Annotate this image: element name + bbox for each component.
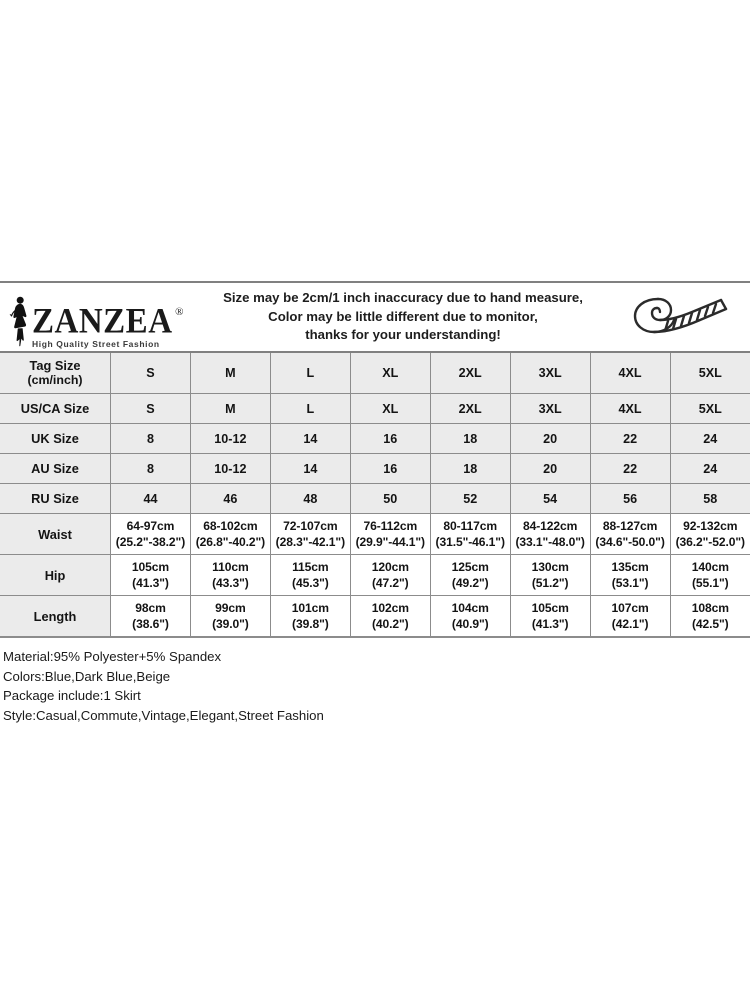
chart-banner bbox=[0, 281, 750, 353]
notice-line-1: Size may be 2cm/1 inch inaccuracy due to hand measure, bbox=[223, 290, 583, 306]
value-inch: (28.3"-42.1") bbox=[275, 535, 345, 549]
value-cm: 115cm bbox=[292, 560, 329, 574]
detail-colors: Colors:Blue,Dark Blue,Beige bbox=[3, 668, 171, 684]
table-row bbox=[0, 514, 750, 555]
value-cm: 120cm bbox=[371, 560, 409, 574]
cell-waist-3xl bbox=[510, 514, 590, 555]
cell-length-m bbox=[190, 596, 270, 638]
table-row bbox=[0, 555, 750, 596]
cell-us-ca-4xl: 4XL bbox=[590, 394, 670, 424]
cell-ru-s: 44 bbox=[111, 484, 191, 514]
cell-hip-4xl bbox=[590, 555, 670, 596]
brand-logo bbox=[8, 285, 184, 349]
value-cm: 102cm bbox=[371, 601, 409, 615]
table-row bbox=[0, 394, 750, 424]
value-cm: 104cm bbox=[451, 601, 489, 615]
cell-us-ca-s: S bbox=[111, 394, 191, 424]
value-inch: (42.1") bbox=[611, 617, 649, 631]
cell-waist-s bbox=[111, 514, 191, 555]
table-row bbox=[0, 424, 750, 454]
value-cm: 98cm bbox=[135, 601, 166, 615]
cell-us-ca-3xl: 3XL bbox=[510, 394, 590, 424]
value-inch: (39.0") bbox=[212, 617, 249, 631]
value-inch: (53.1") bbox=[611, 576, 649, 590]
cell-ru-5xl: 58 bbox=[670, 484, 750, 514]
cell-hip-5xl bbox=[670, 555, 750, 596]
cell-uk-l: 14 bbox=[270, 424, 350, 454]
cell-au-l: 14 bbox=[270, 454, 350, 484]
brand-tagline: High Quality Street Fashion bbox=[32, 339, 160, 349]
cell-length-2xl bbox=[430, 596, 510, 638]
value-inch: (26.8"-40.2") bbox=[195, 535, 266, 549]
value-cm: 105cm bbox=[131, 560, 170, 574]
cell-au-s: 8 bbox=[111, 454, 191, 484]
cell-hip-2xl bbox=[430, 555, 510, 596]
detail-package: Package include:1 Skirt bbox=[3, 688, 141, 703]
value-cm: 107cm bbox=[611, 601, 649, 615]
value-cm: 92-132cm bbox=[683, 519, 738, 533]
value-inch: (40.9") bbox=[451, 617, 489, 631]
cell-length-3xl bbox=[510, 596, 590, 638]
cell-ru-2xl: 52 bbox=[430, 484, 510, 514]
value-inch: (38.6") bbox=[132, 617, 169, 631]
cell-waist-2xl bbox=[430, 514, 510, 555]
value-inch: (40.2") bbox=[371, 617, 409, 631]
value-inch: (55.1") bbox=[691, 576, 729, 590]
value-cm: 130cm bbox=[531, 560, 569, 574]
value-cm: 72-107cm bbox=[283, 519, 338, 533]
value-inch: (36.2"-52.0") bbox=[675, 535, 745, 549]
value-inch: (41.3") bbox=[132, 576, 169, 590]
value-cm: 84-122cm bbox=[522, 519, 578, 533]
cell-uk-s: 8 bbox=[111, 424, 191, 454]
detail-material: Material:95% Polyester+5% Spandex bbox=[3, 649, 222, 664]
value-cm: 88-127cm bbox=[602, 519, 658, 533]
value-cm: 80-117cm bbox=[443, 519, 498, 533]
cell-length-s bbox=[111, 596, 191, 638]
cell-length-4xl bbox=[590, 596, 670, 638]
notice-line-2: Color may be little different due to monitor, bbox=[268, 308, 538, 324]
measuring-tape-icon bbox=[616, 286, 744, 348]
cell-hip-l bbox=[270, 555, 350, 596]
value-inch: (47.2") bbox=[371, 576, 409, 590]
row-label-tag-size bbox=[0, 353, 111, 394]
cell-ru-xl: 50 bbox=[350, 484, 430, 514]
cell-ru-4xl: 56 bbox=[590, 484, 670, 514]
cell-au-5xl: 24 bbox=[670, 454, 750, 484]
cell-length-xl bbox=[350, 596, 430, 638]
cell-waist-m bbox=[190, 514, 270, 555]
value-inch: (34.6"-50.0") bbox=[595, 535, 665, 549]
value-inch: (33.1"-48.0") bbox=[515, 535, 585, 549]
row-label-hip: Hip bbox=[0, 555, 111, 596]
cell-uk-3xl: 20 bbox=[510, 424, 590, 454]
cell-ru-3xl: 54 bbox=[510, 484, 590, 514]
value-cm: 64-97cm bbox=[126, 519, 175, 533]
value-cm: 110cm bbox=[212, 560, 249, 574]
cell-uk-2xl: 18 bbox=[430, 424, 510, 454]
value-cm: 99cm bbox=[215, 601, 246, 615]
cell-au-2xl: 18 bbox=[430, 454, 510, 484]
value-cm: 68-102cm bbox=[203, 519, 258, 533]
cell-hip-m bbox=[190, 555, 270, 596]
brand-wordmark bbox=[32, 302, 184, 349]
row-label-text: Tag Size bbox=[29, 358, 81, 373]
row-label-waist: Waist bbox=[0, 514, 111, 555]
cell-uk-xl: 16 bbox=[350, 424, 430, 454]
cell-us-ca-2xl: 2XL bbox=[430, 394, 510, 424]
cell-uk-5xl: 24 bbox=[670, 424, 750, 454]
cell-tag-size-l: L bbox=[270, 353, 350, 394]
value-inch: (39.8") bbox=[292, 617, 329, 631]
row-label-unit: (cm/inch) bbox=[27, 373, 83, 387]
table-row bbox=[0, 353, 750, 394]
cell-length-5xl bbox=[670, 596, 750, 638]
value-cm: 140cm bbox=[691, 560, 729, 574]
row-label-au-size: AU Size bbox=[0, 454, 111, 484]
registered-mark: ® bbox=[175, 306, 184, 318]
cell-waist-4xl bbox=[590, 514, 670, 555]
value-inch: (51.2") bbox=[531, 576, 569, 590]
value-inch: (25.2"-38.2") bbox=[115, 535, 186, 549]
cell-us-ca-m: M bbox=[190, 394, 270, 424]
cell-au-4xl: 22 bbox=[590, 454, 670, 484]
size-table-body bbox=[0, 353, 750, 637]
cell-us-ca-5xl: 5XL bbox=[670, 394, 750, 424]
cell-length-l bbox=[270, 596, 350, 638]
value-inch: (41.3") bbox=[531, 617, 569, 631]
cell-hip-s bbox=[111, 555, 191, 596]
value-cm: 108cm bbox=[691, 601, 729, 615]
value-inch: (42.5") bbox=[691, 617, 729, 631]
value-cm: 76-112cm bbox=[363, 519, 418, 533]
detail-style: Style:Casual,Commute,Vintage,Elegant,Street Fashion bbox=[3, 707, 324, 723]
measurement-notice bbox=[184, 289, 616, 345]
value-cm: 135cm bbox=[611, 560, 649, 574]
size-table bbox=[0, 353, 750, 638]
table-row bbox=[0, 454, 750, 484]
value-inch: (43.3") bbox=[212, 576, 249, 590]
value-cm: 125cm bbox=[451, 560, 489, 574]
value-cm: 105cm bbox=[531, 601, 569, 615]
cell-tag-size-m: M bbox=[190, 353, 270, 394]
woman-silhouette-icon bbox=[8, 295, 34, 349]
row-label-uk-size: UK Size bbox=[0, 424, 111, 454]
cell-hip-xl bbox=[350, 555, 430, 596]
cell-tag-size-5xl: 5XL bbox=[670, 353, 750, 394]
cell-uk-4xl: 22 bbox=[590, 424, 670, 454]
cell-waist-l bbox=[270, 514, 350, 555]
value-inch: (29.9"-44.1") bbox=[355, 535, 425, 549]
table-row bbox=[0, 484, 750, 514]
cell-ru-l: 48 bbox=[270, 484, 350, 514]
cell-us-ca-l: L bbox=[270, 394, 350, 424]
cell-waist-xl bbox=[350, 514, 430, 555]
size-chart-block bbox=[0, 281, 750, 725]
cell-ru-m: 46 bbox=[190, 484, 270, 514]
cell-au-3xl: 20 bbox=[510, 454, 590, 484]
row-label-length: Length bbox=[0, 596, 111, 638]
notice-line-3: thanks for your understanding! bbox=[305, 327, 501, 343]
value-inch: (45.3") bbox=[292, 576, 329, 590]
row-label-us-ca-size: US/CA Size bbox=[0, 394, 111, 424]
row-label-ru-size: RU Size bbox=[0, 484, 111, 514]
cell-tag-size-2xl: 2XL bbox=[430, 353, 510, 394]
value-cm: 101cm bbox=[291, 601, 329, 615]
value-inch: (31.5"-46.1") bbox=[435, 535, 505, 549]
value-inch: (49.2") bbox=[451, 576, 489, 590]
cell-tag-size-4xl: 4XL bbox=[590, 353, 670, 394]
cell-tag-size-s: S bbox=[111, 353, 191, 394]
cell-uk-m: 10-12 bbox=[190, 424, 270, 454]
cell-tag-size-xl: XL bbox=[350, 353, 430, 394]
brand-name: ZANZEA bbox=[32, 302, 173, 342]
cell-waist-5xl bbox=[670, 514, 750, 555]
product-details bbox=[0, 638, 750, 725]
cell-au-xl: 16 bbox=[350, 454, 430, 484]
cell-hip-3xl bbox=[510, 555, 590, 596]
table-row bbox=[0, 596, 750, 638]
cell-au-m: 10-12 bbox=[190, 454, 270, 484]
cell-us-ca-xl: XL bbox=[350, 394, 430, 424]
cell-tag-size-3xl: 3XL bbox=[510, 353, 590, 394]
